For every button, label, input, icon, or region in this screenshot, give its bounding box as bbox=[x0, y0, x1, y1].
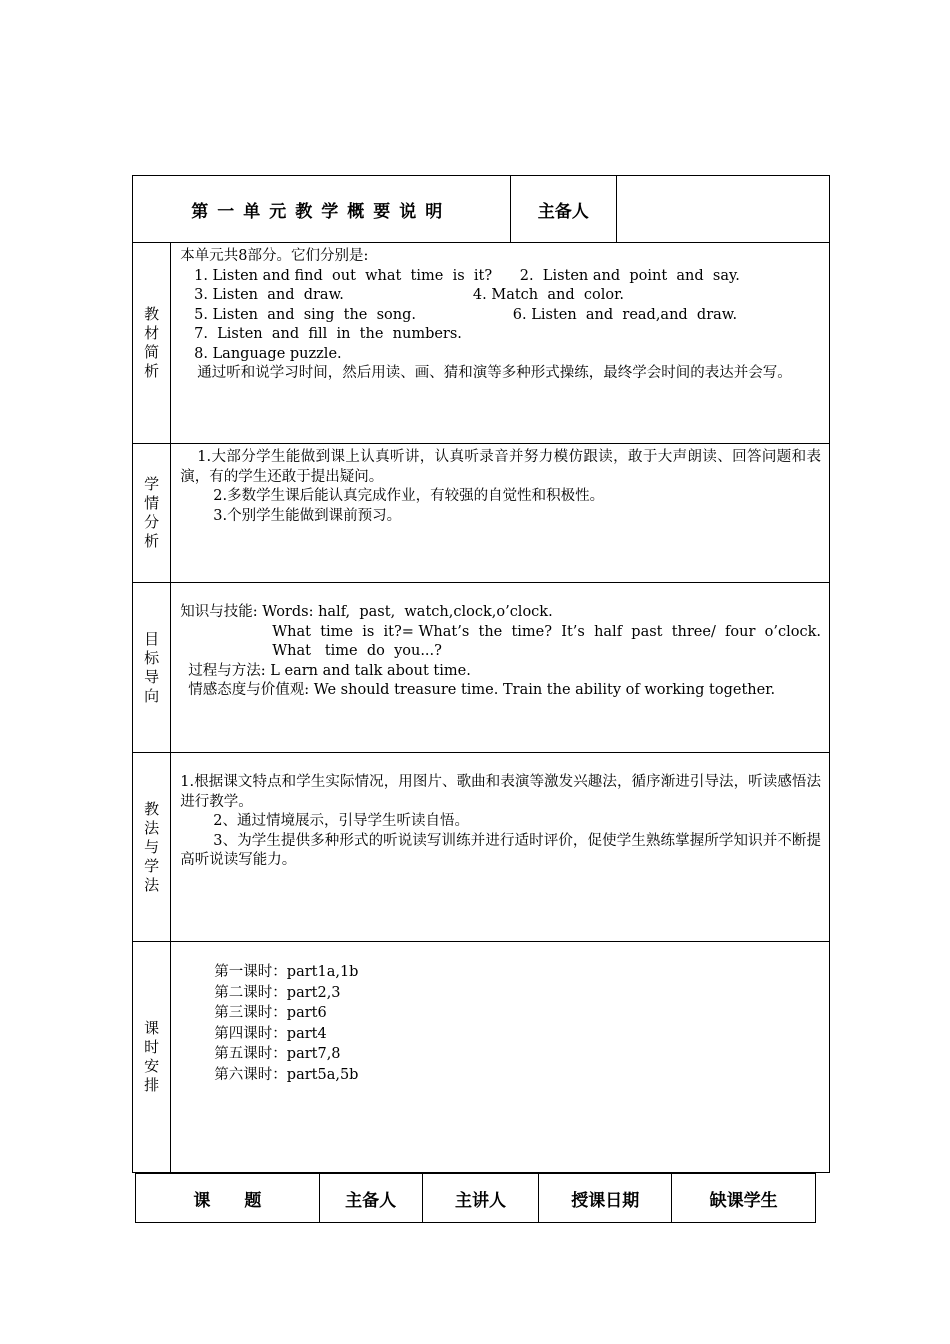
students-point: 1.大部分学生能做到课上认真听讲，认真听录音并努力模仿跟读，敢于大声朗读、回答问题和表演，有的学生还敢于提出疑问。 bbox=[180, 449, 821, 485]
methods-point: 1.根据课文特点和学生实际情况，用图片、歌曲和表演等激发兴趣法，循序渐进引导法，听读感悟法进行教学。 bbox=[180, 774, 821, 810]
unit-title: 第一单元教学概要说明 bbox=[133, 176, 511, 243]
col-header-preparer: 主备人 bbox=[319, 1174, 422, 1223]
goals-process: 过程与方法: L earn and talk about time. bbox=[188, 662, 471, 679]
materials-line: 8. Language puzzle. bbox=[180, 345, 342, 362]
prep-label: 主备人 bbox=[510, 176, 616, 243]
students-row bbox=[133, 444, 830, 583]
methods-label: 教法与学法 bbox=[133, 753, 171, 942]
goals-content bbox=[171, 583, 830, 753]
schedule-row bbox=[133, 942, 830, 1173]
materials-line: 1. Listen and find out what time is it? 2. Listen and point and say. bbox=[180, 267, 740, 284]
schedule-item: 第一课时：part1a,1b bbox=[214, 964, 359, 980]
lesson-info-header-row bbox=[136, 1174, 816, 1223]
col-header-absent: 缺课学生 bbox=[672, 1174, 816, 1223]
materials-line: 5. Listen and sing the song. 6. Listen and read,and draw. bbox=[180, 306, 738, 323]
col-header-topic: 课 题 bbox=[136, 1174, 320, 1223]
methods-point: 2、通过情境展示，引导学生听读自悟。 bbox=[213, 813, 470, 829]
prep-value[interactable] bbox=[617, 176, 830, 243]
materials-summary: 通过听和说学习时间，然后用读、画、猜和演等多种形式操练，最终学会时间的表达并会写。 bbox=[197, 365, 792, 381]
methods-point: 3、为学生提供多种形式的听说读写训练并进行适时评价，促使学生熟练掌握所学知识并不断提高听说读写能力。 bbox=[180, 832, 821, 868]
lesson-info-table bbox=[135, 1173, 816, 1223]
methods-row bbox=[133, 753, 830, 942]
students-content bbox=[171, 444, 830, 583]
goals-label: 目标导向 bbox=[133, 583, 171, 753]
materials-row bbox=[133, 243, 830, 444]
col-header-date: 授课日期 bbox=[539, 1174, 672, 1223]
goals-row bbox=[133, 583, 830, 753]
schedule-content bbox=[171, 942, 830, 1173]
header-row bbox=[133, 176, 830, 243]
students-label: 学情分析 bbox=[133, 444, 171, 583]
materials-line: 3. Listen and draw. 4. Match and color. bbox=[180, 287, 625, 303]
materials-content bbox=[171, 243, 830, 444]
materials-line: 本单元共8部分。它们分别是: bbox=[180, 248, 369, 264]
unit-overview-table bbox=[132, 175, 830, 1173]
materials-label: 教材简析 bbox=[133, 243, 171, 444]
schedule-item: 第四课时：part4 bbox=[214, 1025, 327, 1042]
goals-knowledge: 知识与技能: Words: half, past, watch,clock,o’clock. bbox=[180, 604, 553, 620]
schedule-item: 第三课时：part6 bbox=[214, 1005, 327, 1021]
goals-sentence: What time is it?= What’s the time? It’s half past three/ four o’clock. bbox=[272, 623, 821, 640]
schedule-label: 课时安排 bbox=[133, 942, 171, 1173]
methods-content bbox=[171, 753, 830, 942]
col-header-lecturer: 主讲人 bbox=[422, 1174, 539, 1223]
goals-sentence: What time do you...? bbox=[272, 643, 442, 659]
materials-line: 7. Listen and fill in the numbers. bbox=[180, 326, 462, 342]
students-point: 2.多数学生课后能认真完成作业，有较强的自觉性和积极性。 bbox=[213, 488, 605, 504]
students-point: 3.个别学生能做到课前预习。 bbox=[213, 507, 402, 524]
schedule-item: 第六课时：part5a,5b bbox=[214, 1066, 359, 1083]
schedule-item: 第二课时：part2,3 bbox=[214, 984, 341, 1001]
goals-emotion: 情感态度与价值观: We should treasure time. Train the ability of working together. bbox=[188, 682, 776, 698]
schedule-item: 第五课时：part7,8 bbox=[214, 1046, 341, 1062]
